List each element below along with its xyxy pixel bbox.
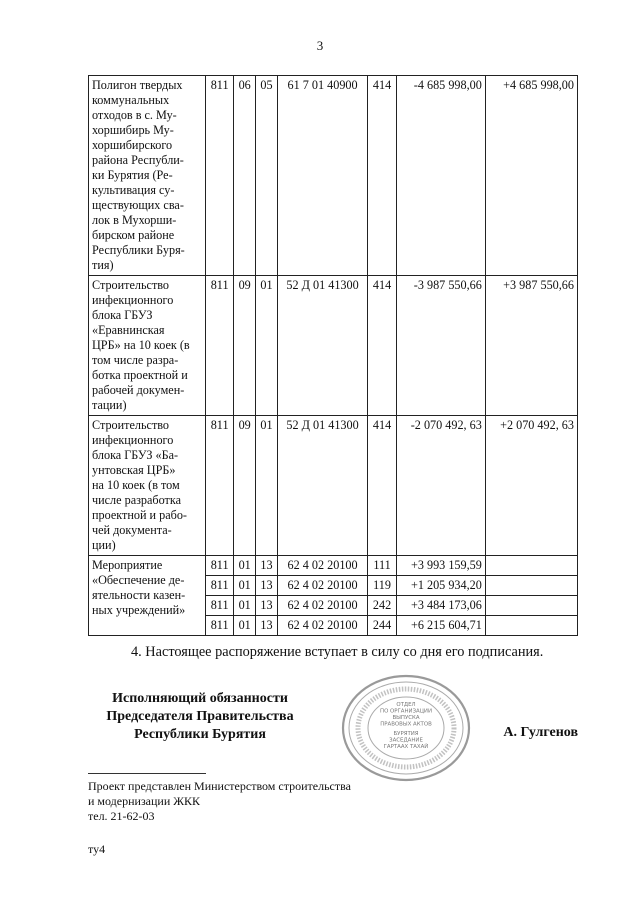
item-name-line: хоршибирского: [92, 138, 173, 152]
amount-change-cell: -4 685 998,00: [396, 76, 485, 276]
ministry-code-cell: 811: [206, 416, 234, 556]
expense-type-cell: 244: [368, 616, 397, 636]
item-name-cell: [89, 76, 206, 276]
expense-type-cell: 242: [368, 596, 397, 616]
item-name-line: Строительство: [92, 278, 170, 292]
section-code-cell: 06: [234, 76, 256, 276]
item-name-line: блока ГБУЗ: [92, 308, 153, 322]
item-name-line: блока ГБУЗ «Ба-: [92, 448, 179, 462]
ministry-code-cell: 811: [206, 576, 234, 596]
amount-change-cell: +6 215 604,71: [396, 616, 485, 636]
item-name-line: чей документа-: [92, 523, 172, 537]
amount-offset-cell: [485, 596, 577, 616]
item-name-line: бирском районе: [92, 228, 175, 242]
subsection-code-cell: 05: [256, 76, 278, 276]
target-code-cell: 52 Д 01 41300: [277, 276, 367, 416]
amount-offset-cell: +4 685 998,00: [485, 76, 577, 276]
item-name-line: проектной и рабо-: [92, 508, 187, 522]
item-name-line: «Еравнинская: [92, 323, 165, 337]
signatory-title-line: Председателя Правительства: [106, 709, 294, 724]
amount-change-cell: -2 070 492, 63: [396, 416, 485, 556]
item-name-line: «Обеспечение де-: [92, 573, 185, 587]
amount-change-cell: +3 993 159,59: [396, 556, 485, 576]
section-code-cell: 09: [234, 276, 256, 416]
ministry-code-cell: 811: [206, 556, 234, 576]
item-name-line: коммунальных: [92, 93, 170, 107]
signatory-title-line: Исполняющий обязанности: [112, 691, 288, 706]
item-name-cell: [89, 276, 206, 416]
page-number: 3: [316, 38, 324, 53]
amount-change-cell: -3 987 550,66: [396, 276, 485, 416]
item-name-line: ятельности казен-: [92, 588, 186, 602]
document-initials: ту4: [88, 842, 106, 856]
target-code-cell: 62 4 02 20100: [277, 596, 367, 616]
seal-text-line: БУРЯТИЯ: [393, 731, 419, 737]
item-name-cell: [89, 556, 206, 636]
item-name-line: рабочей докумен-: [92, 383, 185, 397]
item-name-line: Строительство: [92, 418, 170, 432]
table-row: [89, 416, 578, 556]
target-code-cell: 62 4 02 20100: [277, 576, 367, 596]
item-name-line: унтовская ЦРБ»: [92, 463, 176, 477]
amount-offset-cell: [485, 616, 577, 636]
item-name-line: Республики Буря-: [92, 243, 185, 257]
amount-offset-cell: [485, 556, 577, 576]
section-code-cell: 01: [234, 576, 256, 596]
item-name-line: района Республи-: [92, 153, 184, 167]
item-name-line: Полигон твердых: [92, 78, 183, 92]
item-name-line: лок в Мухорши-: [92, 213, 177, 227]
target-code-cell: 61 7 01 40900: [277, 76, 367, 276]
table-row: [89, 76, 578, 276]
target-code-cell: 62 4 02 20100: [277, 556, 367, 576]
signatory-title-line: Республики Бурятия: [134, 727, 266, 742]
signer-name: А. Гулгенов: [503, 725, 578, 740]
footnote: [88, 779, 351, 824]
subsection-code-cell: 13: [256, 616, 278, 636]
subsection-code-cell: 01: [256, 276, 278, 416]
item-name-line: ных учреждений»: [92, 603, 186, 617]
target-code-cell: 52 Д 01 41300: [277, 416, 367, 556]
official-seal: [340, 673, 472, 783]
amount-offset-cell: +2 070 492, 63: [485, 416, 577, 556]
ministry-code-cell: 811: [206, 616, 234, 636]
footnote-line: и модернизации ЖКК: [88, 794, 201, 808]
ministry-code-cell: 811: [206, 76, 234, 276]
footnote-divider: [88, 773, 206, 774]
seal-text-line: ГАРТААХ ТАХАЙ: [383, 744, 429, 750]
section-code-cell: 01: [234, 556, 256, 576]
section-code-cell: 09: [234, 416, 256, 556]
seal-text-line: ЗАСЕДАНИЕ: [389, 737, 423, 744]
item-name-line: ции): [92, 538, 116, 552]
item-name-line: инфекционного: [92, 293, 174, 307]
item-name-cell: [89, 416, 206, 556]
seal-text-line: ОТДЕЛ: [396, 702, 416, 708]
seal-text-line: ПО ОРГАНИЗАЦИИ: [380, 708, 432, 715]
subsection-code-cell: 13: [256, 556, 278, 576]
item-name-line: культивация су-: [92, 183, 175, 197]
item-name-line: тации): [92, 398, 127, 412]
item-name-line: ЦРБ» на 10 коек (в: [92, 338, 190, 352]
expense-type-cell: 414: [368, 416, 397, 556]
amount-change-cell: +3 484 173,06: [396, 596, 485, 616]
section-code-cell: 01: [234, 616, 256, 636]
order-paragraph: 4. Настоящее распоряжение вступает в силу со дня его подписания.: [131, 644, 544, 660]
section-code-cell: 01: [234, 596, 256, 616]
table-row: [89, 556, 578, 576]
subsection-code-cell: 13: [256, 576, 278, 596]
seal-text-line: ПРАВОВЫХ АКТОВ: [380, 721, 432, 728]
footnote-line: Проект представлен Министерством строительства: [88, 779, 351, 793]
item-name-line: тия): [92, 258, 114, 272]
budget-table-body: [89, 76, 578, 636]
item-name-line: числе разработка: [92, 493, 182, 507]
item-name-line: ботка проектной и: [92, 368, 188, 382]
amount-offset-cell: [485, 576, 577, 596]
expense-type-cell: 414: [368, 76, 397, 276]
item-name-line: ки Бурятия (Ре-: [92, 168, 173, 182]
expense-type-cell: 119: [368, 576, 397, 596]
item-name-line: Мероприятие: [92, 558, 163, 572]
item-name-line: хоршибирь Му-: [92, 123, 174, 137]
item-name-line: на 10 коек (в том: [92, 478, 180, 492]
seal-text-line: ВЫПУСКА: [392, 715, 420, 721]
target-code-cell: 62 4 02 20100: [277, 616, 367, 636]
ministry-code-cell: 811: [206, 276, 234, 416]
item-name-line: том числе разра-: [92, 353, 179, 367]
item-name-line: отходов в с. Му-: [92, 108, 177, 122]
ministry-code-cell: 811: [206, 596, 234, 616]
item-name-line: инфекционного: [92, 433, 174, 447]
table-row: [89, 276, 578, 416]
footnote-line: тел. 21-62-03: [88, 809, 155, 823]
amount-offset-cell: +3 987 550,66: [485, 276, 577, 416]
signatory-title: [90, 690, 310, 744]
budget-table: [88, 75, 578, 636]
item-name-line: ществующих сва-: [92, 198, 184, 212]
subsection-code-cell: 01: [256, 416, 278, 556]
subsection-code-cell: 13: [256, 596, 278, 616]
expense-type-cell: 414: [368, 276, 397, 416]
expense-type-cell: 111: [368, 556, 397, 576]
amount-change-cell: +1 205 934,20: [396, 576, 485, 596]
